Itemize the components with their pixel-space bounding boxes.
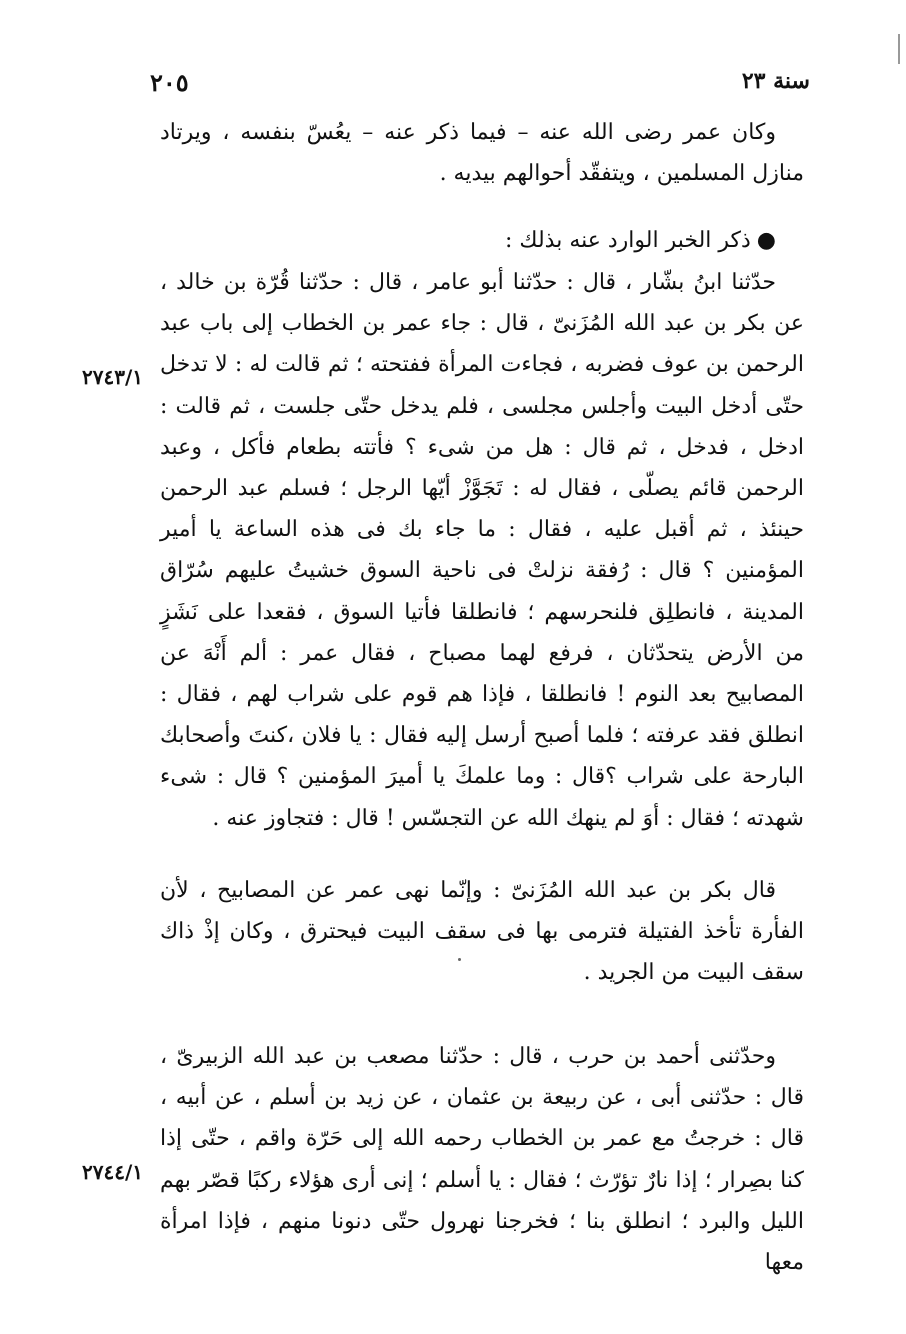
bullet-icon: ● [756,228,776,253]
ornament-dot [458,958,461,961]
paragraph-intro-text: وكان عمر رضى الله عنه – فيما ذكر عنه – يعُسّ بنفسه ، ويرتاد منازل المسلمين ، ويتفقّد أحوالهم بيديه . [160,120,804,187]
running-head-year: سنة ٢٣ [741,68,810,94]
paragraph-intro [160,112,804,194]
paragraph-narration-1-text: حدّثنا ابنُ بشّار ، قال : حدّثنا أبو عامر ، قال : حدّثنا قُرّة بن خالد ، عن بكر بن عبد الله المُزَنىّ ، قال : جاء عمر بن الخطاب إلى باب عبد الرحمن بن عوف فضربه ، فجاءت المرأة ففتحته ؛ ثم قالت له : لا تدخل حتّى أدخل البيت وأجلس مجلسى ، فلم يدخل حتّى جلست ، ثم قالت : ادخل ، فدخل ، ثم قال : هل من شىء ؟ فأتته بطعام فأكل ، وعبد الرحمن قائم يصلّى ، فقال له : تَجَوَّزْ أيّها الرجل ؛ فسلم عبد الرحمن حينئذ ، ثم أقبل عليه ، فقال : ما جاء بك فى هذه الساعة يا أمير المؤمنين ؟ قال : رُفقة نزلتْ فى ناحية السوق خشيتُ عليهم سُرّاق المدينة ، فانطلِق فلنحرسهم ؛ فانطلقا فأتيا السوق ، فقعدا على نَشَزٍ من الأرض يتحدّثان ، فرفع لهما مصباح ، فقال عمر : ألم أَنْهَ عن المصابيح بعد النوم ! فانطلقا ، فإذا هم قوم على شراب لهم ، فقال : انطلق فقد عرفته ؛ فلما أصبح أرسل إليه فقال : يا فلان ،كنتَ وأصحابك البارحة على شراب ؟قال : وما علمكَ يا أميرَ المؤمنين ؟ قال : شىء شهدته ؛ فقال : أوَ لم ينهك الله عن التجسّس ! قال : فتجاوز عنه . [160,270,804,831]
section-heading-text: ذكر الخبر الوارد عنه بذلك : [505,228,751,253]
margin-reference-1: ٢٧٤٣/١ [82,365,144,389]
margin-reference-2: ٢٧٤٤/١ [82,1160,144,1184]
page-header [150,68,810,104]
section-heading [160,220,804,261]
paragraph-narration-2 [160,1036,804,1283]
paragraph-narration-1 [160,262,804,839]
scan-edge-mark [898,34,900,64]
paragraph-commentary-text: قال بكر بن عبد الله المُزَنىّ : وإنّما نهى عمر عن المصابيح ، لأن الفأرة تأخذ الفتيلة فترمى بها فى سقف البيت فيحترق ، وكان إذْ ذاك سقف البيت من الجريد . [160,878,804,986]
paragraph-narration-2-text: وحدّثنى أحمد بن حرب ، قال : حدّثنا مصعب بن عبد الله الزبيرىّ ، قال : حدّثنى أبى ، عن ربيعة بن عثمان ، عن زيد بن أسلم ، عن أبيه ، قال : خرجتُ مع عمر بن الخطاب رحمه الله إلى حَرّة واقم ، حتّى إذا كنا بصِرار ؛ إذا نارٌ تؤرّث ؛ فقال : يا أسلم ؛ إنى أرى هؤلاء ركبًا قصّر بهم الليل والبرد ؛ انطلق بنا ؛ فخرجنا نهرول حتّى دنونا منهم ، فإذا امرأة معها [160,1044,804,1276]
paragraph-commentary [160,870,804,994]
page-number: ٢٠٥ [150,68,189,97]
